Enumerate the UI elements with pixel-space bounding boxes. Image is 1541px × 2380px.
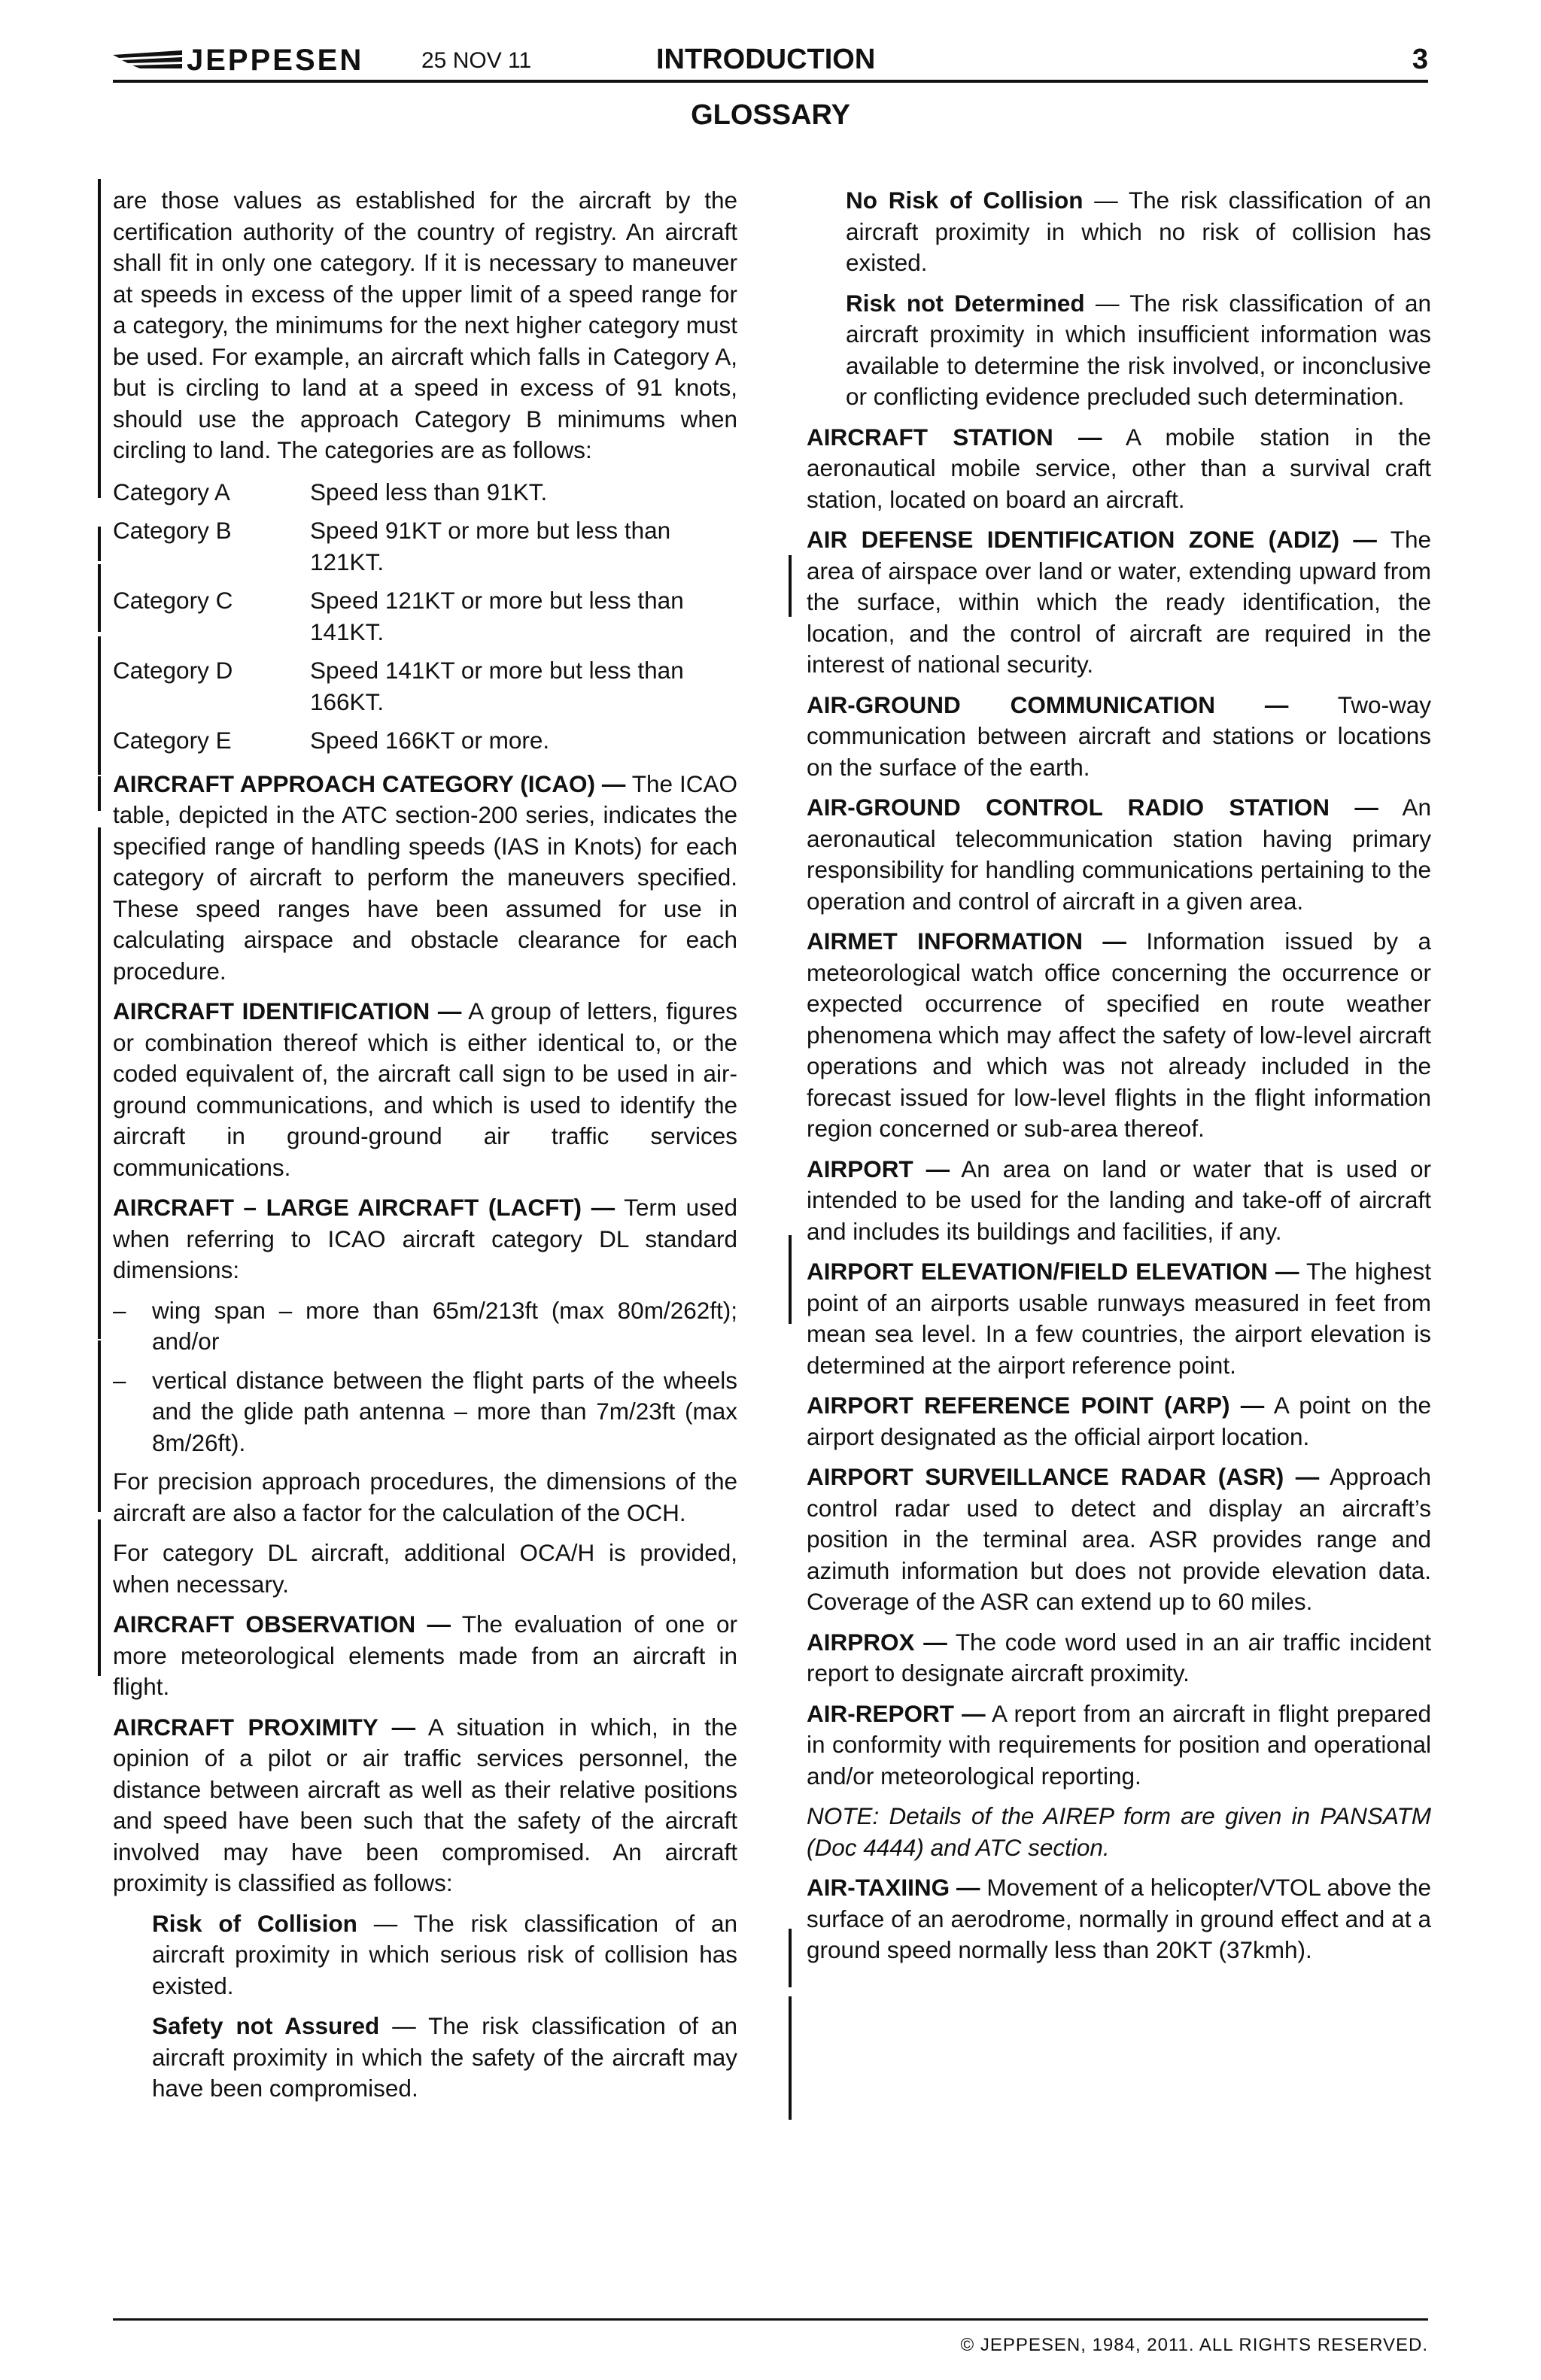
category-speed: Speed 141KT or more but less than 166KT. bbox=[310, 657, 684, 715]
entry-term: Risk not Determined bbox=[846, 289, 1085, 317]
entry-definition: The code word used in an air traffic incident report to designate aircraft proximity. bbox=[807, 1628, 1431, 1686]
entry-term: AIR-REPORT — bbox=[807, 1699, 986, 1727]
entry-definition: A group of letters, figures or combination thereof which is either identical to, or the coded equivalent of, the aircraft call sign to be used in air-ground communications, and which is used to identify the aircraft in ground-ground air traffic services communications. bbox=[113, 997, 737, 1181]
glossary-entry-air-report bbox=[807, 1698, 1431, 1793]
page-title: GLOSSARY bbox=[691, 99, 850, 131]
entry-definition: A situation in which, in the opinion of a pilot or air traffic services personnel, the distance between aircraft as well as their relative positions and speed have been such that the safety of the aircraft involved may have been compromised. An aircraft proximity is classified as follows: bbox=[113, 1713, 737, 1896]
entry-definition: — The risk classification of an aircraft proximity in which no risk of collision has existed. bbox=[846, 187, 1431, 276]
list-item-text: wing span – more than 65m/213ft (max 80m/262ft); and/or bbox=[152, 1296, 737, 1355]
entry-definition: The ICAO table, depicted in the ATC section-200 series, indicates the specified range of handling speeds (IAS in Knots) for each category of aircraft to perform the maneuvers specified. These speed ranges have been assumed for use in calculating airspace and obstacle clearance for each procedure. bbox=[113, 770, 737, 985]
category-name: Category B bbox=[113, 517, 232, 544]
entry-term: AIRCRAFT IDENTIFICATION — bbox=[113, 997, 462, 1025]
section-title: INTRODUCTION bbox=[656, 44, 876, 75]
list-item-text: vertical distance between the flight parts of the wheels and the glide path antenna – more than 7m/23ft (max 8m/26ft). bbox=[152, 1366, 737, 1456]
category-row bbox=[113, 655, 737, 718]
proximity-class-no-risk bbox=[807, 185, 1431, 279]
glossary-entry-airport bbox=[807, 1154, 1431, 1248]
change-bar bbox=[98, 564, 101, 632]
glossary-entry-airport-elevation bbox=[807, 1256, 1431, 1381]
category-name: Category D bbox=[113, 657, 233, 684]
change-bar bbox=[98, 827, 101, 1339]
glossary-entry-air-ground-communication bbox=[807, 690, 1431, 784]
glossary-entry-large-aircraft bbox=[113, 1192, 737, 1286]
brand-name: JEPPESEN bbox=[187, 43, 364, 77]
category-name: Category C bbox=[113, 587, 233, 614]
category-name: Category A bbox=[113, 478, 230, 505]
entry-term: AIR-GROUND COMMUNICATION — bbox=[807, 691, 1289, 718]
change-bar bbox=[98, 1519, 101, 1676]
copyright-notice: © JEPPESEN, 1984, 2011. ALL RIGHTS RESERVED. bbox=[960, 2335, 1428, 2355]
entry-term: AIRCRAFT – LARGE AIRCRAFT (LACFT) — bbox=[113, 1194, 615, 1221]
entry-term: AIR-TAXIING — bbox=[807, 1874, 980, 1901]
glossary-entry-air-taxiing bbox=[807, 1872, 1431, 1966]
change-bar bbox=[98, 1411, 101, 1512]
entry-term: AIRCRAFT OBSERVATION — bbox=[113, 1610, 451, 1638]
glossary-entry-aircraft-observation bbox=[113, 1609, 737, 1703]
glossary-entry-airprox bbox=[807, 1627, 1431, 1689]
entry-definition: The highest point of an airports usable runways measured in feet from mean sea level. In a few countries, the airport elevation is determined at the airport reference point. bbox=[807, 1258, 1431, 1379]
header-divider bbox=[113, 80, 1428, 83]
change-bar bbox=[98, 179, 101, 498]
entry-definition: — The risk classification of an aircraft proximity in which serious risk of collision has existed. bbox=[152, 1909, 737, 1999]
glossary-entry-aircraft-station bbox=[807, 422, 1431, 516]
entry-definition: A report from an aircraft in flight prepared in conformity with requirements for position and operational and/or meteorological reporting. bbox=[807, 1699, 1431, 1790]
glossary-entry-air-ground-control-radio-station bbox=[807, 792, 1431, 917]
entry-definition: Movement of a helicopter/VTOL above the surface of an aerodrome, normally in ground effect and at a ground speed normally less than 20KT (37kmh). bbox=[807, 1874, 1431, 1963]
entry-definition: Approach control radar used to detect and display an aircraft’s position in the terminal area. ASR provides range and azimuth information but does not provide elevation data. Coverage of the ASR can extend up to 60 miles. bbox=[807, 1463, 1431, 1615]
revision-date: 25 NOV 11 bbox=[421, 48, 532, 73]
glossary-entry-aircraft-proximity bbox=[113, 1712, 737, 1899]
change-bar bbox=[98, 527, 101, 561]
glossary-entry-asr bbox=[807, 1462, 1431, 1618]
entry-term: AIRPORT SURVEILLANCE RADAR (ASR) — bbox=[807, 1463, 1320, 1490]
glossary-entry-airmet bbox=[807, 926, 1431, 1145]
entry-definition: — The risk classification of an aircraft proximity in which the safety of the aircraft may have been compromised. bbox=[152, 2012, 737, 2102]
entry-definition: The area of airspace over land or water, extending upward from the surface, within which the ready identification, the location, and the control of aircraft are required in the interest of national security. bbox=[807, 526, 1432, 678]
glossary-entry-approach-category bbox=[113, 769, 737, 988]
lacft-paragraph: For category DL aircraft, additional OCA/H is provided, when necessary. bbox=[113, 1539, 737, 1598]
page-number: 3 bbox=[1412, 44, 1428, 75]
category-name: Category E bbox=[113, 727, 232, 754]
change-bar bbox=[98, 636, 101, 706]
dash-bullet: – bbox=[113, 1296, 126, 1324]
dash-bullet: – bbox=[113, 1366, 126, 1394]
entry-term: AIRCRAFT APPROACH CATEGORY (ICAO) — bbox=[113, 770, 626, 797]
proximity-class-risk-of-collision bbox=[113, 1908, 737, 2002]
lacft-paragraph: For precision approach procedures, the dimensions of the aircraft are also a factor for the calculation of the OCH. bbox=[113, 1468, 737, 1526]
proximity-class-not-determined bbox=[807, 288, 1431, 413]
change-bar bbox=[789, 1996, 792, 2120]
category-intro: are those values as established for the aircraft by the certification authority of the country of registry. An aircraft shall fit in only one category. If it is necessary to maneuver at speeds in excess of the upper limit of a speed range for a category, the minimums for the next higher category must be used. For example, an aircraft which falls in Category A, but is circling to land at a speed in excess of 91 knots, should use the approach Category B minimums when circling to land. The categories are as follows: bbox=[113, 187, 737, 463]
entry-term: AIRPORT — bbox=[807, 1155, 950, 1182]
entry-term: AIRPORT REFERENCE POINT (ARP) — bbox=[807, 1392, 1265, 1419]
entry-term: AIR-GROUND CONTROL RADIO STATION — bbox=[807, 794, 1378, 821]
change-bar bbox=[789, 1929, 792, 1987]
change-bar bbox=[98, 706, 101, 775]
right-column bbox=[807, 185, 1431, 1975]
entry-term: AIR DEFENSE IDENTIFICATION ZONE (ADIZ) — bbox=[807, 526, 1377, 553]
category-speed: Speed 121KT or more but less than 141KT. bbox=[310, 587, 684, 645]
left-column bbox=[113, 185, 737, 2114]
entry-definition: Term used when referring to ICAO aircraft category DL standard dimensions: bbox=[113, 1194, 737, 1283]
change-bar bbox=[789, 1235, 792, 1324]
entry-term: Risk of Collision bbox=[152, 1909, 357, 1937]
jeppesen-wing-icon bbox=[113, 47, 182, 73]
entry-definition: An area on land or water that is used or intended to be used for the landing and take-off of aircraft and includes its buildings and facilities, if any. bbox=[807, 1155, 1431, 1245]
change-bar bbox=[789, 555, 792, 617]
category-row bbox=[113, 477, 737, 508]
entry-term: AIRPORT ELEVATION/FIELD ELEVATION — bbox=[807, 1258, 1299, 1285]
entry-definition: The evaluation of one or more meteorological elements made from an aircraft in flight. bbox=[113, 1610, 737, 1700]
category-row bbox=[113, 725, 737, 757]
entry-term: AIRPROX — bbox=[807, 1628, 947, 1656]
list-item bbox=[113, 1365, 737, 1459]
entry-term: No Risk of Collision bbox=[846, 187, 1084, 214]
category-speed: Speed 91KT or more but less than 121KT. bbox=[310, 517, 671, 575]
glossary-entry-airport-reference-point bbox=[807, 1390, 1431, 1453]
entry-definition: — The risk classification of an aircraft proximity in which insufficient information was available to determine the risk involved, or inconclusive or conflicting evidence precluded such determination. bbox=[846, 289, 1432, 410]
entry-definition: An aeronautical telecommunication station having primary responsibility for handling communications pertaining to the operation and control of aircraft in a given area. bbox=[807, 794, 1431, 915]
glossary-entry-adiz bbox=[807, 524, 1431, 681]
category-speed: Speed 166KT or more. bbox=[310, 727, 550, 754]
entry-definition: Two-way communication between aircraft and stations or locations on the surface of the earth. bbox=[807, 691, 1431, 781]
entry-term: AIRCRAFT PROXIMITY — bbox=[113, 1713, 416, 1741]
glossary-entry-aircraft-identification bbox=[113, 996, 737, 1183]
airep-note: NOTE: Details of the AIREP form are given in PANSATM (Doc 4444) and ATC section. bbox=[807, 1802, 1431, 1861]
entry-definition: Information issued by a meteorological watch office concerning the occurrence or expected occurrence of specified en route weather phenomena which may affect the safety of low-level aircraft operations and which was not already included in the forecast issued for low-level flights in the flight information region concerned or sub-area thereof. bbox=[807, 927, 1431, 1142]
jeppesen-logo bbox=[113, 44, 363, 77]
category-row bbox=[113, 585, 737, 648]
entry-term: AIRMET INFORMATION — bbox=[807, 927, 1126, 955]
entry-definition: A point on the airport designated as the official airport location. bbox=[807, 1392, 1431, 1450]
list-item bbox=[113, 1295, 737, 1358]
proximity-class-safety-not-assured bbox=[113, 2011, 737, 2105]
footer-divider bbox=[113, 2318, 1428, 2321]
category-row bbox=[113, 515, 737, 578]
entry-term: AIRCRAFT STATION — bbox=[807, 423, 1102, 451]
category-table bbox=[113, 477, 737, 757]
change-bar bbox=[98, 776, 101, 811]
entry-term: Safety not Assured bbox=[152, 2012, 380, 2039]
category-speed: Speed less than 91KT. bbox=[310, 478, 548, 505]
entry-definition: A mobile station in the aeronautical mobile service, other than a survival craft station, located on board an aircraft. bbox=[807, 423, 1432, 513]
